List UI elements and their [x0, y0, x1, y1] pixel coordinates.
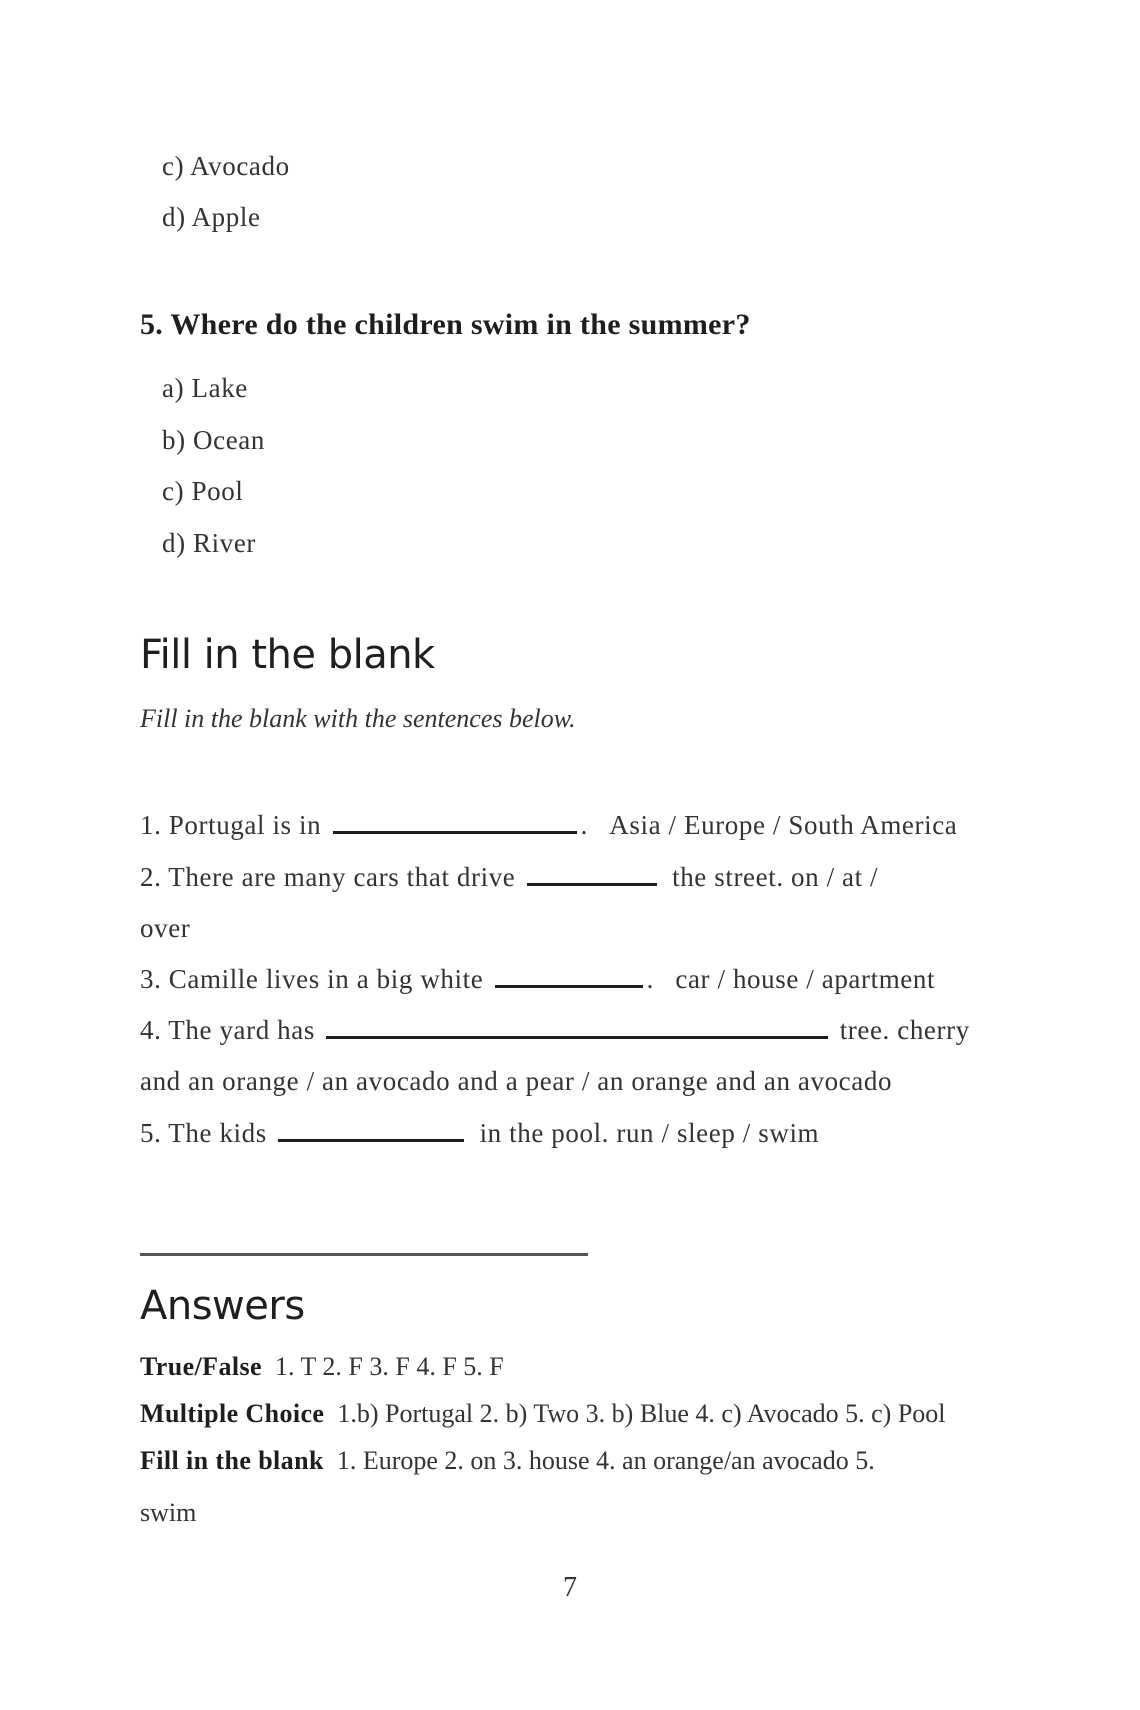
answers-tf-text: 1. T 2. F 3. F 4. F 5. F [274, 1352, 504, 1381]
fill-sentence-2 [140, 864, 878, 891]
fill-blank-5[interactable] [278, 1133, 464, 1142]
fill-blank-1[interactable] [333, 825, 577, 834]
q5-title: 5. Where do the children swim in the summer? [140, 308, 751, 341]
fill-sentence-2-text: 2. There are many cars that drive [140, 862, 516, 892]
fill-section-heading: Fill in the blank [140, 632, 435, 678]
q4-option-c: c) Avocado [162, 151, 290, 181]
fill-section-instruction: Fill in the blank with the sentences below. [140, 704, 576, 733]
answers-multiple-choice [140, 1399, 946, 1429]
fill-sentence-5-text: 5. The kids [140, 1118, 267, 1148]
q4-option-d: d) Apple [162, 202, 261, 232]
fill-sentence-4 [140, 1017, 970, 1044]
section-divider [140, 1253, 588, 1256]
answers-fb-text: 1. Europe 2. on 3. house 4. an orange/an avocado 5. [336, 1446, 875, 1475]
fill-sentence-4-wrap: and an orange / an avocado and a pear / an orange and an avocado [140, 1066, 893, 1096]
fill-sentence-3-text: 3. Camille lives in a big white [140, 964, 484, 994]
fill-sentence-1 [140, 812, 957, 839]
answers-tf-label: True/False [140, 1352, 262, 1381]
fill-sentence-3 [140, 966, 935, 993]
answers-mc-text: 1.b) Portugal 2. b) Two 3. b) Blue 4. c) Avocado 5. c) Pool [337, 1399, 946, 1428]
answers-fb-label: Fill in the blank [140, 1446, 324, 1475]
page-number: 7 [563, 1572, 577, 1603]
fill-blank-3[interactable] [495, 979, 643, 988]
answers-fill-blank-wrap: swim [140, 1498, 197, 1527]
answers-heading: Answers [140, 1283, 305, 1329]
fill-sentence-3-period: . [646, 964, 655, 994]
answers-true-false [140, 1352, 504, 1382]
fill-sentence-2-wrap: over [140, 913, 191, 943]
q5-option-d: d) River [162, 528, 257, 558]
answers-fill-blank [140, 1446, 875, 1476]
fill-sentence-1-period: . [580, 810, 588, 840]
answers-mc-label: Multiple Choice [140, 1399, 325, 1428]
fill-blank-4[interactable] [326, 1030, 828, 1039]
fill-sentence-1-choices: Asia / Europe / South America [609, 810, 958, 840]
fill-sentence-3-choices: car / house / apartment [675, 964, 936, 994]
q5-option-a: a) Lake [162, 373, 248, 403]
fill-sentence-4-text: 4. The yard has [140, 1015, 315, 1045]
fill-blank-2[interactable] [527, 877, 657, 886]
fill-sentence-5 [140, 1120, 819, 1147]
fill-sentence-2-choices: the street. on / at / [672, 862, 879, 892]
fill-sentence-5-choices: in the pool. run / sleep / swim [479, 1118, 820, 1148]
fill-sentence-4-choices: tree. cherry [839, 1015, 970, 1045]
q5-option-c: c) Pool [162, 476, 244, 506]
q5-option-b: b) Ocean [162, 425, 265, 455]
fill-sentence-1-text: 1. Portugal is in [140, 810, 322, 840]
